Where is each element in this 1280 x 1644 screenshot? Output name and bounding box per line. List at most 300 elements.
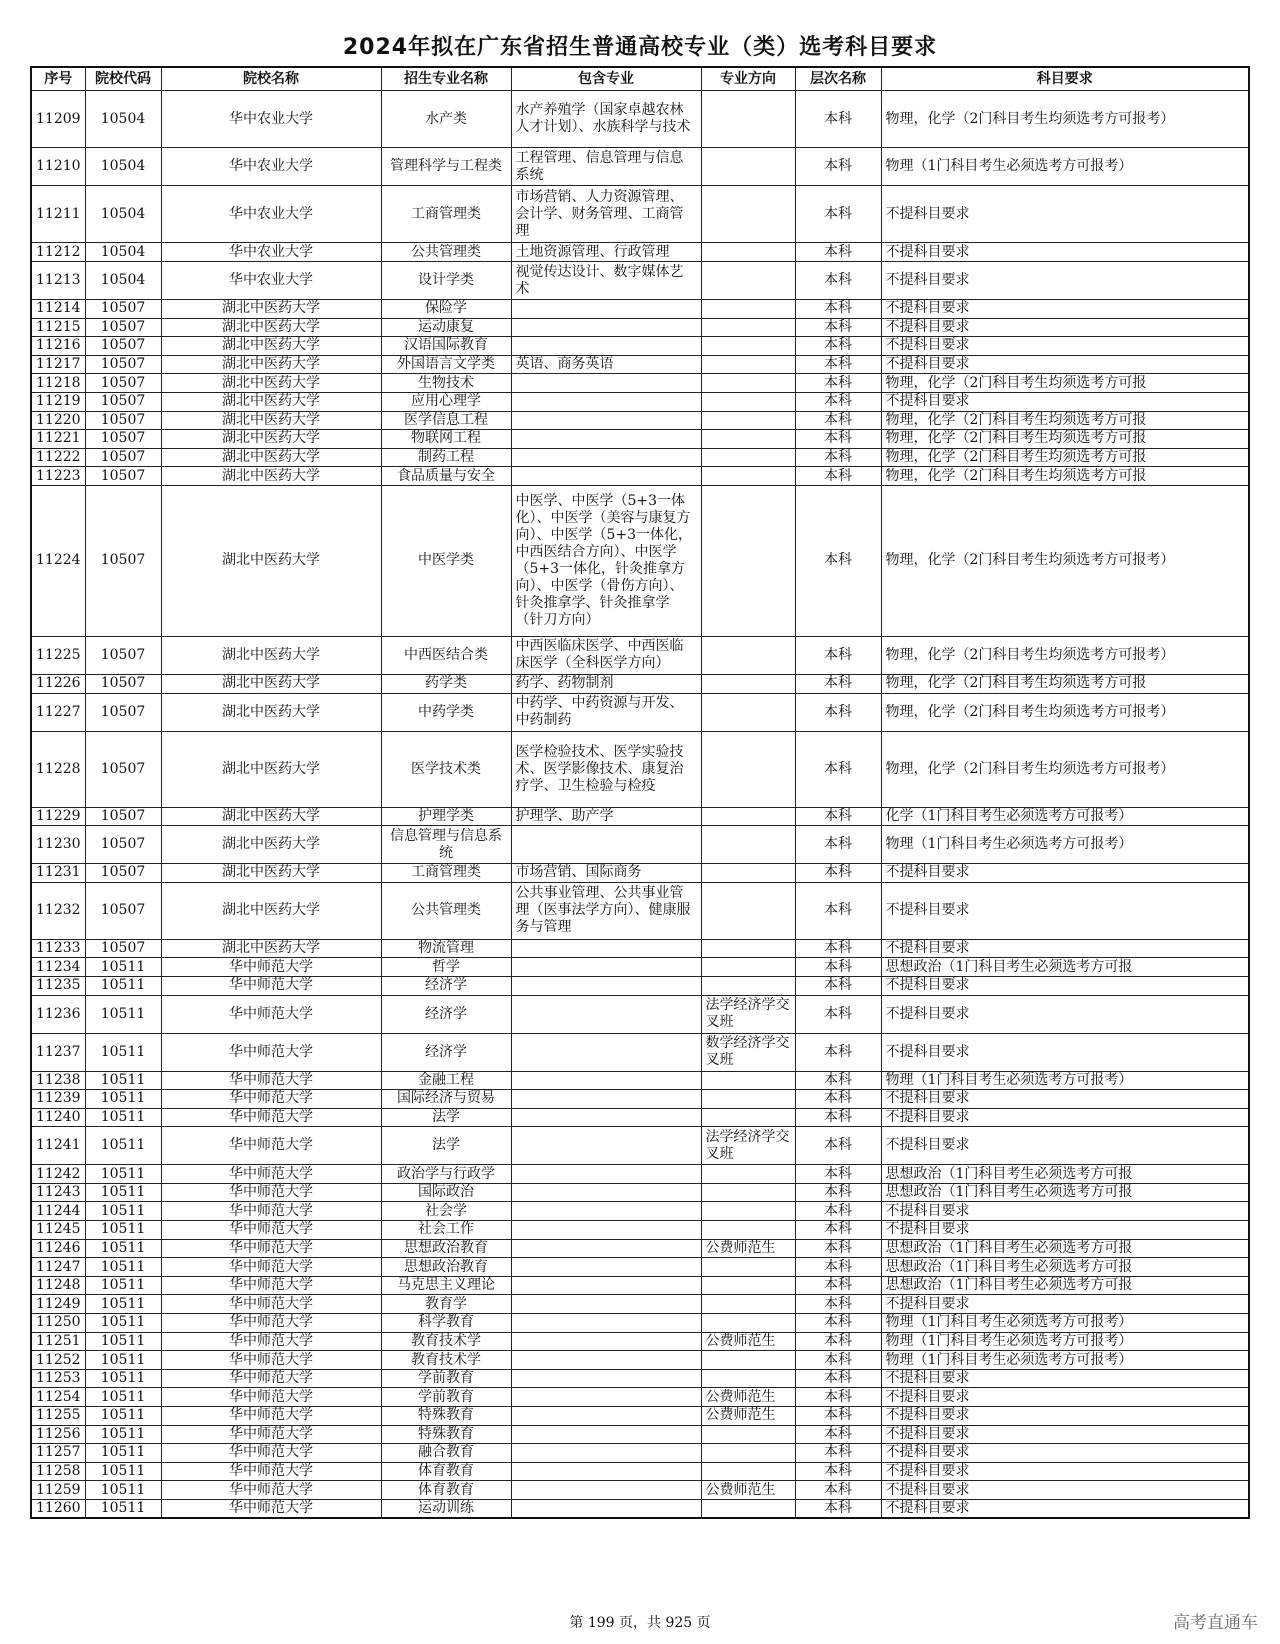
cell-school-name: 湖北中医药大学: [161, 430, 381, 449]
cell-school-name: 华中师范大学: [161, 976, 381, 995]
cell-subject-req: 物理，化学（2门科目考生均须选考方可报考）: [881, 636, 1249, 674]
table-row: [31, 976, 1249, 995]
cell-major-name: 运动训练: [381, 1499, 511, 1518]
cell-school-code: 10507: [85, 467, 161, 486]
cell-subject-req: 不提科目要求: [881, 1108, 1249, 1127]
cell-major-name: 思想政治教育: [381, 1258, 511, 1277]
cell-subject-req: 不提科目要求: [881, 864, 1249, 883]
cell-subject-req: 不提科目要求: [881, 337, 1249, 356]
cell-school-code: 10507: [85, 392, 161, 411]
cell-included-majors: [511, 1033, 701, 1071]
cell-direction: [701, 262, 795, 300]
cell-included-majors: [511, 958, 701, 977]
cell-seq: 11254: [31, 1388, 85, 1407]
cell-level: 本科: [795, 1499, 881, 1518]
table-row: [31, 1202, 1249, 1221]
cell-subject-req: 不提科目要求: [881, 1425, 1249, 1444]
cell-direction: [701, 1499, 795, 1518]
cell-level: 本科: [795, 1183, 881, 1202]
table-row: [31, 1127, 1249, 1165]
cell-school-name: 华中师范大学: [161, 1239, 381, 1258]
cell-school-name: 华中农业大学: [161, 148, 381, 186]
cell-seq: 11228: [31, 731, 85, 807]
cell-seq: 11241: [31, 1127, 85, 1165]
cell-major-name: 物流管理: [381, 939, 511, 958]
cell-major-name: 学前教育: [381, 1388, 511, 1407]
cell-subject-req: 不提科目要求: [881, 1407, 1249, 1426]
cell-school-code: 10511: [85, 1444, 161, 1463]
cell-major-name: 工商管理类: [381, 864, 511, 883]
cell-major-name: 物联网工程: [381, 430, 511, 449]
cell-school-name: 华中师范大学: [161, 1499, 381, 1518]
cell-school-code: 10507: [85, 882, 161, 939]
table-row: [31, 430, 1249, 449]
cell-seq: 11224: [31, 485, 85, 636]
cell-direction: [701, 91, 795, 148]
header-subject-req: 科目要求: [881, 67, 1249, 91]
cell-seq: 11244: [31, 1202, 85, 1221]
cell-direction: [701, 1221, 795, 1240]
cell-included-majors: 土地资源管理、行政管理: [511, 243, 701, 262]
cell-major-name: 教育技术学: [381, 1332, 511, 1351]
cell-major-name: 科学教育: [381, 1314, 511, 1333]
cell-direction: 公费师范生: [701, 1388, 795, 1407]
table-row: [31, 1481, 1249, 1500]
cell-subject-req: 不提科目要求: [881, 882, 1249, 939]
cell-direction: [701, 1369, 795, 1388]
cell-seq: 11242: [31, 1165, 85, 1184]
cell-included-majors: [511, 1221, 701, 1240]
cell-subject-req: 不提科目要求: [881, 995, 1249, 1033]
cell-school-name: 华中师范大学: [161, 995, 381, 1033]
cell-school-code: 10511: [85, 1221, 161, 1240]
cell-level: 本科: [795, 1444, 881, 1463]
cell-school-name: 湖北中医药大学: [161, 355, 381, 374]
cell-level: 本科: [795, 186, 881, 243]
cell-included-majors: [511, 1183, 701, 1202]
cell-level: 本科: [795, 939, 881, 958]
cell-seq: 11219: [31, 392, 85, 411]
cell-direction: [701, 731, 795, 807]
cell-major-name: 中西医结合类: [381, 636, 511, 674]
cell-level: 本科: [795, 1314, 881, 1333]
table-row: [31, 807, 1249, 826]
table-row: [31, 1033, 1249, 1071]
cell-level: 本科: [795, 1033, 881, 1071]
cell-school-name: 湖北中医药大学: [161, 318, 381, 337]
cell-seq: 11221: [31, 430, 85, 449]
cell-major-name: 马克思主义理论: [381, 1276, 511, 1295]
cell-included-majors: [511, 1351, 701, 1370]
table-row: [31, 1444, 1249, 1463]
cell-level: 本科: [795, 1127, 881, 1165]
cell-included-majors: [511, 1202, 701, 1221]
cell-major-name: 保险学: [381, 300, 511, 319]
cell-school-name: 湖北中医药大学: [161, 731, 381, 807]
cell-seq: 11222: [31, 448, 85, 467]
cell-included-majors: 市场营销、人力资源管理、会计学、财务管理、工商管理: [511, 186, 701, 243]
cell-seq: 11257: [31, 1444, 85, 1463]
cell-subject-req: 不提科目要求: [881, 262, 1249, 300]
cell-level: 本科: [795, 1276, 881, 1295]
cell-included-majors: [511, 1165, 701, 1184]
cell-level: 本科: [795, 674, 881, 693]
cell-level: 本科: [795, 392, 881, 411]
cell-school-code: 10511: [85, 1258, 161, 1277]
table-row: [31, 864, 1249, 883]
cell-included-majors: [511, 1388, 701, 1407]
cell-subject-req: 不提科目要求: [881, 1202, 1249, 1221]
cell-major-name: 法学: [381, 1127, 511, 1165]
cell-school-name: 湖北中医药大学: [161, 939, 381, 958]
cell-level: 本科: [795, 1462, 881, 1481]
cell-school-name: 华中师范大学: [161, 1462, 381, 1481]
cell-major-name: 中医学类: [381, 485, 511, 636]
cell-included-majors: [511, 976, 701, 995]
cell-level: 本科: [795, 1165, 881, 1184]
cell-direction: [701, 1276, 795, 1295]
cell-level: 本科: [795, 374, 881, 393]
cell-included-majors: [511, 467, 701, 486]
cell-direction: 数学经济学交叉班: [701, 1033, 795, 1071]
cell-seq: 11240: [31, 1108, 85, 1127]
cell-subject-req: 物理，化学（2门科目考生均须选考方可报考）: [881, 693, 1249, 731]
cell-level: 本科: [795, 693, 881, 731]
cell-level: 本科: [795, 1388, 881, 1407]
cell-direction: [701, 1165, 795, 1184]
table-row: [31, 374, 1249, 393]
cell-subject-req: 不提科目要求: [881, 1462, 1249, 1481]
cell-seq: 11210: [31, 148, 85, 186]
table-row: [31, 1407, 1249, 1426]
cell-subject-req: 不提科目要求: [881, 939, 1249, 958]
cell-included-majors: 水产养殖学（国家卓越农林人才计划）、水族科学与技术: [511, 91, 701, 148]
cell-subject-req: 不提科目要求: [881, 1388, 1249, 1407]
cell-school-code: 10511: [85, 1332, 161, 1351]
cell-subject-req: 不提科目要求: [881, 1090, 1249, 1109]
cell-level: 本科: [795, 1239, 881, 1258]
table-row: [31, 448, 1249, 467]
table-row: [31, 318, 1249, 337]
cell-school-code: 10511: [85, 1314, 161, 1333]
cell-school-code: 10511: [85, 1165, 161, 1184]
cell-direction: 法学经济学交叉班: [701, 995, 795, 1033]
cell-direction: [701, 1202, 795, 1221]
cell-major-name: 汉语国际教育: [381, 337, 511, 356]
cell-direction: [701, 1462, 795, 1481]
cell-major-name: 水产类: [381, 91, 511, 148]
cell-school-code: 10507: [85, 355, 161, 374]
cell-major-name: 药学类: [381, 674, 511, 693]
table-row: [31, 1369, 1249, 1388]
cell-direction: 公费师范生: [701, 1332, 795, 1351]
cell-major-name: 公共管理类: [381, 243, 511, 262]
cell-direction: [701, 355, 795, 374]
cell-level: 本科: [795, 448, 881, 467]
cell-level: 本科: [795, 1332, 881, 1351]
cell-direction: [701, 318, 795, 337]
table-row: [31, 485, 1249, 636]
cell-direction: [701, 186, 795, 243]
cell-seq: 11212: [31, 243, 85, 262]
cell-included-majors: [511, 1295, 701, 1314]
cell-included-majors: 公共事业管理、公共事业管理（医事法学方向）、健康服务与管理: [511, 882, 701, 939]
cell-school-code: 10511: [85, 1295, 161, 1314]
table-row: [31, 826, 1249, 864]
cell-seq: 11247: [31, 1258, 85, 1277]
cell-direction: [701, 1090, 795, 1109]
cell-school-code: 10507: [85, 693, 161, 731]
cell-included-majors: [511, 1258, 701, 1277]
cell-major-name: 运动康复: [381, 318, 511, 337]
cell-direction: 公费师范生: [701, 1481, 795, 1500]
cell-subject-req: 物理，化学（2门科目考生均须选考方可报: [881, 374, 1249, 393]
cell-school-name: 湖北中医药大学: [161, 448, 381, 467]
cell-included-majors: [511, 1444, 701, 1463]
cell-major-name: 学前教育: [381, 1369, 511, 1388]
header-major-name: 招生专业名称: [381, 67, 511, 91]
cell-seq: 11253: [31, 1369, 85, 1388]
cell-seq: 11256: [31, 1425, 85, 1444]
cell-school-name: 湖北中医药大学: [161, 807, 381, 826]
cell-subject-req: 不提科目要求: [881, 1295, 1249, 1314]
cell-seq: 11258: [31, 1462, 85, 1481]
cell-school-name: 华中师范大学: [161, 1295, 381, 1314]
table-row: [31, 958, 1249, 977]
cell-level: 本科: [795, 882, 881, 939]
cell-major-name: 信息管理与信息系统: [381, 826, 511, 864]
cell-level: 本科: [795, 995, 881, 1033]
cell-direction: [701, 448, 795, 467]
cell-subject-req: 不提科目要求: [881, 243, 1249, 262]
cell-included-majors: 护理学、助产学: [511, 807, 701, 826]
cell-school-code: 10511: [85, 1071, 161, 1090]
cell-level: 本科: [795, 1425, 881, 1444]
cell-school-name: 华中农业大学: [161, 243, 381, 262]
table-row: [31, 995, 1249, 1033]
cell-direction: [701, 337, 795, 356]
cell-level: 本科: [795, 337, 881, 356]
cell-major-name: 融合教育: [381, 1444, 511, 1463]
cell-school-code: 10511: [85, 1183, 161, 1202]
cell-seq: 11220: [31, 411, 85, 430]
cell-direction: [701, 485, 795, 636]
cell-school-name: 华中师范大学: [161, 1314, 381, 1333]
cell-level: 本科: [795, 636, 881, 674]
cell-major-name: 教育学: [381, 1295, 511, 1314]
table-row: [31, 674, 1249, 693]
cell-seq: 11249: [31, 1295, 85, 1314]
cell-major-name: 制药工程: [381, 448, 511, 467]
cell-seq: 11243: [31, 1183, 85, 1202]
cell-subject-req: 物理，化学（2门科目考生均须选考方可报: [881, 448, 1249, 467]
table-row: [31, 262, 1249, 300]
cell-major-name: 食品质量与安全: [381, 467, 511, 486]
cell-major-name: 经济学: [381, 995, 511, 1033]
cell-direction: [701, 636, 795, 674]
table-row: [31, 355, 1249, 374]
cell-level: 本科: [795, 1295, 881, 1314]
cell-included-majors: [511, 1090, 701, 1109]
cell-direction: [701, 693, 795, 731]
cell-seq: 11231: [31, 864, 85, 883]
cell-school-name: 华中师范大学: [161, 1071, 381, 1090]
cell-subject-req: 思想政治（1门科目考生必须选考方可报: [881, 1183, 1249, 1202]
cell-school-code: 10511: [85, 1407, 161, 1426]
cell-direction: 公费师范生: [701, 1239, 795, 1258]
cell-included-majors: 视觉传达设计、数字媒体艺术: [511, 262, 701, 300]
cell-major-name: 医学信息工程: [381, 411, 511, 430]
cell-school-code: 10511: [85, 1127, 161, 1165]
cell-subject-req: 物理，化学（2门科目考生均须选考方可报: [881, 430, 1249, 449]
cell-school-code: 10504: [85, 186, 161, 243]
table-row: [31, 882, 1249, 939]
cell-school-code: 10511: [85, 1239, 161, 1258]
cell-school-code: 10507: [85, 318, 161, 337]
cell-major-name: 教育技术学: [381, 1351, 511, 1370]
cell-subject-req: 物理（1门科目考生必须选考方可报考）: [881, 1332, 1249, 1351]
cell-school-code: 10511: [85, 1108, 161, 1127]
cell-included-majors: [511, 1481, 701, 1500]
cell-school-code: 10504: [85, 148, 161, 186]
cell-seq: 11235: [31, 976, 85, 995]
table-row: [31, 1276, 1249, 1295]
table-row: [31, 1425, 1249, 1444]
cell-major-name: 社会学: [381, 1202, 511, 1221]
table-row: [31, 939, 1249, 958]
cell-school-code: 10507: [85, 448, 161, 467]
cell-major-name: 设计学类: [381, 262, 511, 300]
cell-school-code: 10507: [85, 826, 161, 864]
cell-direction: [701, 1258, 795, 1277]
header-level: 层次名称: [795, 67, 881, 91]
cell-included-majors: [511, 1425, 701, 1444]
cell-school-code: 10507: [85, 337, 161, 356]
cell-school-name: 华中师范大学: [161, 1221, 381, 1240]
cell-school-name: 华中师范大学: [161, 1033, 381, 1071]
cell-included-majors: [511, 300, 701, 319]
cell-direction: [701, 1351, 795, 1370]
cell-school-name: 华中师范大学: [161, 1202, 381, 1221]
cell-subject-req: 物理，化学（2门科目考生均须选考方可报考）: [881, 485, 1249, 636]
cell-school-name: 华中师范大学: [161, 1332, 381, 1351]
cell-school-name: 华中师范大学: [161, 1444, 381, 1463]
cell-major-name: 生物技术: [381, 374, 511, 393]
cell-level: 本科: [795, 958, 881, 977]
cell-direction: [701, 243, 795, 262]
cell-included-majors: 中药学、中药资源与开发、中药制药: [511, 693, 701, 731]
cell-seq: 11237: [31, 1033, 85, 1071]
cell-direction: [701, 1183, 795, 1202]
cell-seq: 11252: [31, 1351, 85, 1370]
cell-direction: [701, 826, 795, 864]
cell-subject-req: 不提科目要求: [881, 976, 1249, 995]
cell-direction: [701, 1108, 795, 1127]
cell-school-name: 华中师范大学: [161, 1369, 381, 1388]
cell-direction: [701, 1071, 795, 1090]
cell-seq: 11248: [31, 1276, 85, 1295]
cell-seq: 11234: [31, 958, 85, 977]
cell-included-majors: [511, 1276, 701, 1295]
cell-school-code: 10511: [85, 1202, 161, 1221]
cell-direction: [701, 1425, 795, 1444]
cell-school-name: 湖北中医药大学: [161, 826, 381, 864]
cell-school-code: 10511: [85, 1425, 161, 1444]
cell-school-name: 华中师范大学: [161, 1407, 381, 1426]
cell-level: 本科: [795, 1202, 881, 1221]
cell-subject-req: 物理（1门科目考生必须选考方可报考）: [881, 1071, 1249, 1090]
cell-subject-req: 不提科目要求: [881, 1499, 1249, 1518]
cell-level: 本科: [795, 243, 881, 262]
table-row: [31, 1108, 1249, 1127]
cell-major-name: 经济学: [381, 1033, 511, 1071]
header-school-code: 院校代码: [85, 67, 161, 91]
cell-major-name: 哲学: [381, 958, 511, 977]
cell-subject-req: 思想政治（1门科目考生必须选考方可报: [881, 1165, 1249, 1184]
cell-school-name: 华中师范大学: [161, 1351, 381, 1370]
cell-school-name: 湖北中医药大学: [161, 485, 381, 636]
cell-school-code: 10511: [85, 1369, 161, 1388]
cell-level: 本科: [795, 1481, 881, 1500]
cell-school-code: 10511: [85, 1276, 161, 1295]
cell-school-name: 华中师范大学: [161, 1183, 381, 1202]
cell-school-name: 华中农业大学: [161, 91, 381, 148]
cell-school-code: 10511: [85, 1462, 161, 1481]
cell-subject-req: 不提科目要求: [881, 1369, 1249, 1388]
cell-included-majors: [511, 939, 701, 958]
cell-included-majors: 医学检验技术、医学实验技术、医学影像技术、康复治疗学、卫生检验与检疫: [511, 731, 701, 807]
cell-seq: 11218: [31, 374, 85, 393]
cell-direction: [701, 1314, 795, 1333]
cell-subject-req: 不提科目要求: [881, 1444, 1249, 1463]
cell-subject-req: 物理（1门科目考生必须选考方可报考）: [881, 826, 1249, 864]
cell-school-name: 华中师范大学: [161, 958, 381, 977]
cell-level: 本科: [795, 1407, 881, 1426]
cell-level: 本科: [795, 467, 881, 486]
cell-included-majors: [511, 337, 701, 356]
cell-direction: [701, 148, 795, 186]
cell-school-code: 10507: [85, 374, 161, 393]
cell-included-majors: [511, 1239, 701, 1258]
cell-level: 本科: [795, 1071, 881, 1090]
cell-school-name: 湖北中医药大学: [161, 300, 381, 319]
header-school-name: 院校名称: [161, 67, 381, 91]
cell-level: 本科: [795, 318, 881, 337]
cell-level: 本科: [795, 1258, 881, 1277]
table-row: [31, 1388, 1249, 1407]
cell-subject-req: 思想政治（1门科目考生必须选考方可报: [881, 1239, 1249, 1258]
cell-school-code: 10511: [85, 1481, 161, 1500]
cell-level: 本科: [795, 148, 881, 186]
cell-included-majors: [511, 1071, 701, 1090]
cell-seq: 11209: [31, 91, 85, 148]
cell-included-majors: 中医学、中医学（5+3一体化）、中医学（美容与康复方向）、中医学（5+3一体化，中西医结合方向）、中医学（5+3一体化，针灸推拿方向）、中医学（骨伤方向）、针灸推拿学、针灸推拿学（针刀方向）: [511, 485, 701, 636]
requirements-table: [30, 66, 1250, 1519]
table-row: [31, 91, 1249, 148]
cell-major-name: 管理科学与工程类: [381, 148, 511, 186]
cell-direction: [701, 807, 795, 826]
cell-subject-req: 不提科目要求: [881, 392, 1249, 411]
cell-major-name: 体育教育: [381, 1462, 511, 1481]
cell-level: 本科: [795, 411, 881, 430]
table-row: [31, 1499, 1249, 1518]
cell-direction: [701, 882, 795, 939]
table-row: [31, 1314, 1249, 1333]
cell-included-majors: [511, 1499, 701, 1518]
table-row: [31, 1183, 1249, 1202]
page-footer: 第 199 页，共 925 页: [569, 1615, 711, 1631]
table-row: [31, 731, 1249, 807]
